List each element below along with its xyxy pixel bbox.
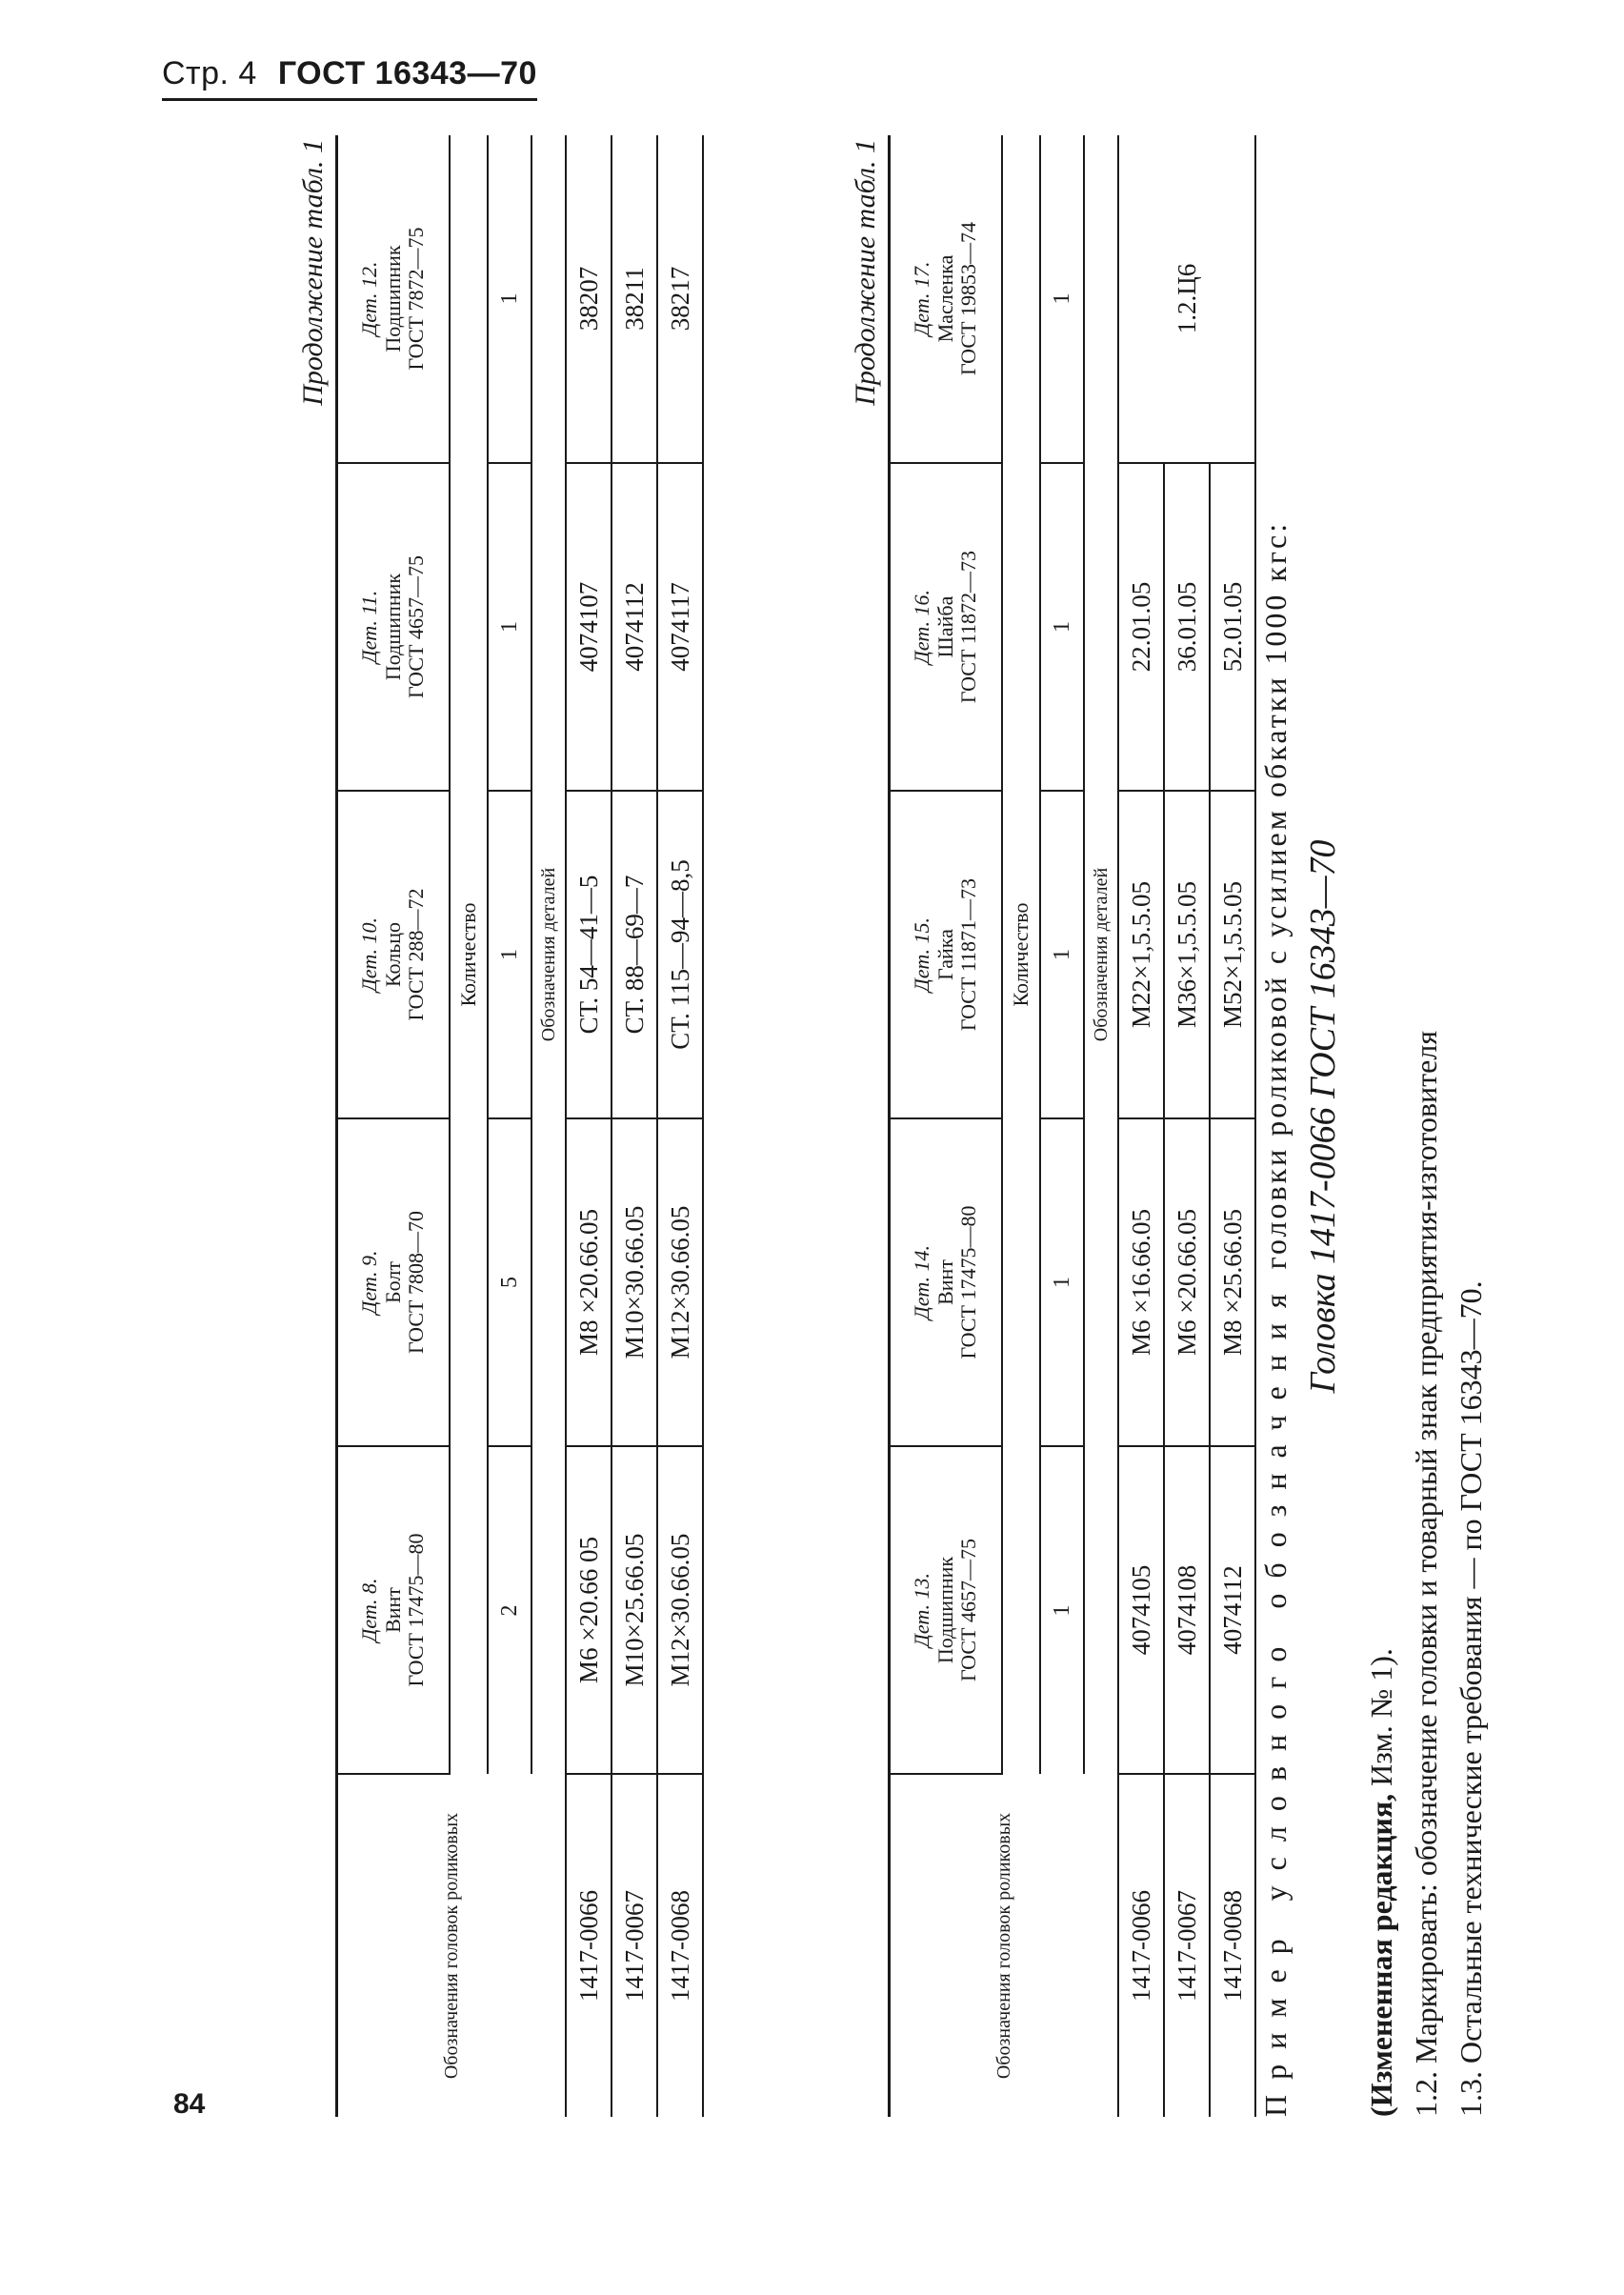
- table-2-caption: Продолжение табл. 1: [850, 139, 881, 406]
- column-header: [337, 1118, 451, 1446]
- detail-number: Дет. 16.: [910, 589, 934, 665]
- table-cell: 4074107: [566, 463, 612, 791]
- row-head-cell: 1417-0068: [657, 1774, 703, 2117]
- row-header-label: Обозначения головок роликовых: [337, 1774, 567, 2117]
- table-2-block: [850, 135, 1256, 2117]
- example-paragraph: [1259, 116, 1293, 2117]
- column-header: [890, 1446, 1003, 1774]
- column-header: [337, 791, 451, 1118]
- designation-label: Обозначения деталей: [1084, 135, 1118, 1774]
- table-cell: 38217: [657, 135, 703, 463]
- detail-standard: ГОСТ 11871—73: [956, 877, 981, 1032]
- detail-standard: ГОСТ 17475—80: [956, 1205, 981, 1359]
- table-header-row: [337, 135, 451, 2117]
- detail-number: Дет. 10.: [357, 916, 382, 993]
- row-head-cell: 1417-0066: [1118, 1774, 1164, 2117]
- table-cell: М6 ×20.66.05: [1164, 1118, 1210, 1446]
- detail-standard: ГОСТ 4657—75: [956, 1539, 981, 1681]
- column-header: [337, 463, 451, 791]
- item-1-3: [1454, 116, 1488, 2117]
- table-cell: 4074117: [657, 463, 703, 791]
- column-header: [890, 791, 1003, 1118]
- edition-note-rest: Изм. № 1).: [1363, 1648, 1398, 1794]
- detail-name: Болт: [380, 1261, 405, 1303]
- detail-number: Дет. 9.: [357, 1250, 382, 1315]
- row-head-cell: 1417-0067: [1164, 1774, 1210, 2117]
- quantity-label: Количество: [1002, 135, 1040, 1774]
- body-text: [1259, 116, 1500, 2117]
- detail-standard: ГОСТ 11872—73: [956, 550, 981, 704]
- column-header: [890, 135, 1003, 463]
- quantity-cell: 1: [488, 463, 531, 791]
- column-header: [890, 463, 1003, 791]
- table-cell: 4074112: [1210, 1446, 1255, 1774]
- example-label: Пример условного обозначения: [1258, 1278, 1293, 2117]
- detail-number: Дет. 13.: [910, 1572, 934, 1648]
- table-cell: 38211: [612, 135, 657, 463]
- example-designation: Головка 1417-0066 ГОСТ 16343—70: [1303, 839, 1344, 1394]
- table-cell: 22.01.05: [1118, 463, 1164, 791]
- table-header-row: [890, 135, 1003, 2117]
- table-1-block: [297, 135, 704, 2117]
- detail-name: Масленка: [932, 254, 957, 343]
- item-1-2: [1410, 116, 1443, 2117]
- detail-standard: ГОСТ 7808—70: [404, 1211, 429, 1354]
- column-header: [337, 135, 451, 463]
- item-text: Маркировать: обозначение головки и товарный знак предприятия-изготовителя: [1409, 1030, 1444, 2063]
- detail-standard: ГОСТ 19853—74: [956, 222, 981, 375]
- table-1-caption: Продолжение табл. 1: [297, 139, 329, 406]
- detail-standard: ГОСТ 17475—80: [404, 1533, 429, 1687]
- detail-name: Гайка: [932, 929, 957, 980]
- table-cell: СТ. 115—94—8,5: [657, 791, 703, 1118]
- page-label: Стр. 4: [162, 55, 257, 91]
- quantity-label: Количество: [450, 135, 488, 1774]
- table-row: [657, 135, 703, 2117]
- detail-name: Подшипник: [380, 245, 405, 352]
- table-cell: М12×30.66.05: [657, 1446, 703, 1774]
- table-cell: 4074108: [1164, 1446, 1210, 1774]
- row-header-label: Обозначения головок роликовых: [890, 1774, 1119, 2117]
- table-cell: М10×25.66.05: [612, 1446, 657, 1774]
- edition-note-bold: (Измененная редакция,: [1363, 1793, 1398, 2117]
- edition-note: [1365, 116, 1398, 2117]
- table-cell: 38207: [566, 135, 612, 463]
- table-cell: М12×30.66.05: [657, 1118, 703, 1446]
- example-text: головки роликовой с усилием обкатки 1000 кгс:: [1258, 520, 1293, 1270]
- table-cell: М6 ×16.66.05: [1118, 1118, 1164, 1446]
- table-row: [566, 135, 612, 2117]
- row-head-cell: 1417-0067: [612, 1774, 657, 2117]
- quantity-cell: 1: [1040, 463, 1084, 791]
- quantity-cell: 5: [488, 1118, 531, 1446]
- detail-name: Кольцо: [380, 921, 405, 988]
- page-number: 84: [173, 2088, 206, 2120]
- detail-standard: ГОСТ 288—72: [404, 888, 429, 1021]
- detail-number: Дет. 17.: [910, 261, 934, 336]
- table-2: [888, 135, 1256, 2117]
- table-cell: 4074112: [612, 463, 657, 791]
- detail-name: Шайба: [932, 595, 957, 658]
- table-row: [1118, 135, 1164, 2117]
- detail-name: Винт: [932, 1259, 957, 1305]
- detail-name: Подшипник: [380, 573, 405, 681]
- row-head-cell: 1417-0068: [1210, 1774, 1255, 2117]
- quantity-cell: 1: [488, 135, 531, 463]
- detail-name: Винт: [380, 1587, 405, 1633]
- table-1: [335, 135, 704, 2117]
- table-row: [612, 135, 657, 2117]
- detail-name: Подшипник: [932, 1556, 957, 1664]
- table-cell: 4074105: [1118, 1446, 1164, 1774]
- table-cell: М52×1,5.5.05: [1210, 791, 1255, 1118]
- table-cell: СТ. 88—69—7: [612, 791, 657, 1118]
- detail-number: Дет. 12.: [357, 261, 382, 336]
- standard-number: ГОСТ 16343—70: [277, 55, 537, 91]
- rotated-content: [297, 59, 1489, 2155]
- row-head-cell: 1417-0066: [566, 1774, 612, 2117]
- column-header: [890, 1118, 1003, 1446]
- table-cell: 52.01.05: [1210, 463, 1255, 791]
- quantity-cell: 1: [1040, 135, 1084, 463]
- item-number: 1.3.: [1454, 2071, 1489, 2117]
- item-number: 1.2.: [1409, 2071, 1444, 2117]
- detail-number: Дет. 11.: [357, 590, 382, 664]
- detail-number: Дет. 15.: [910, 916, 934, 993]
- table-cell: М8 ×25.66.05: [1210, 1118, 1255, 1446]
- table-cell: М36×1,5.5.05: [1164, 791, 1210, 1118]
- detail-number: Дет. 8.: [357, 1578, 382, 1642]
- column-header: [337, 1446, 451, 1774]
- quantity-cell: 1: [1040, 1118, 1084, 1446]
- merged-cell: 1.2.Ц6: [1118, 135, 1255, 463]
- table-cell: СТ. 54—41—5: [566, 791, 612, 1118]
- table-cell: М6 ×20.66 05: [566, 1446, 612, 1774]
- table-cell: М8 ×20.66.05: [566, 1118, 612, 1446]
- table-cell: М10×30.66.05: [612, 1118, 657, 1446]
- designation-label: Обозначения деталей: [531, 135, 566, 1774]
- quantity-cell: 1: [488, 791, 531, 1118]
- quantity-cell: 1: [1040, 791, 1084, 1118]
- detail-standard: ГОСТ 4657—75: [404, 555, 429, 698]
- quantity-cell: 1: [1040, 1446, 1084, 1774]
- table-cell: 36.01.05: [1164, 463, 1210, 791]
- detail-number: Дет. 14.: [910, 1244, 934, 1320]
- table-cell: М22×1,5.5.05: [1118, 791, 1164, 1118]
- detail-standard: ГОСТ 7872—75: [404, 227, 429, 371]
- quantity-cell: 2: [488, 1446, 531, 1774]
- item-text: Остальные технические требования — по ГОСТ 16343—70.: [1454, 1280, 1489, 2063]
